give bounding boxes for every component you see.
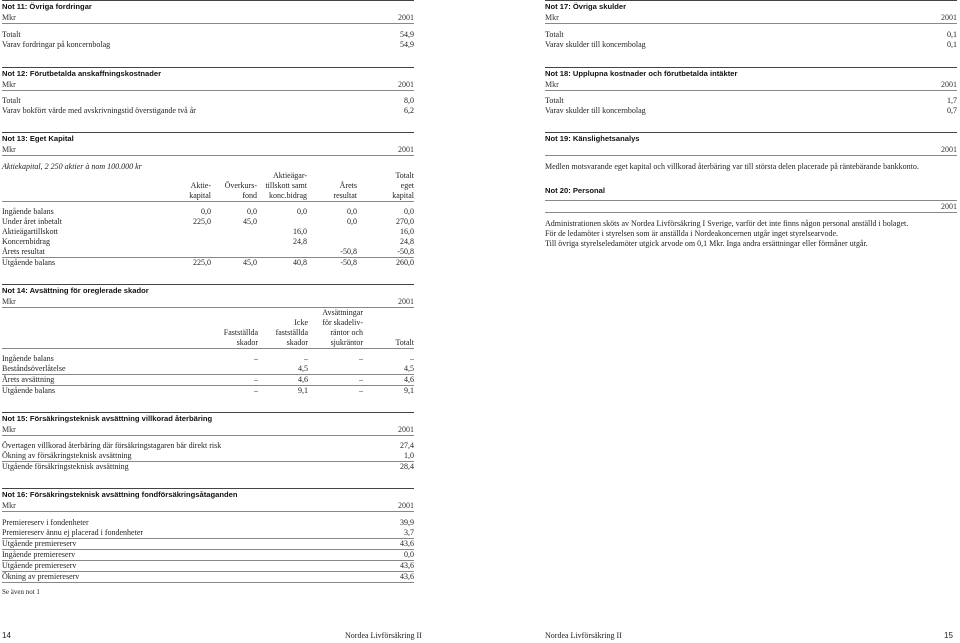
- table-row: [2, 441, 414, 451]
- column-header: [307, 171, 357, 201]
- unit-label: Mkr: [545, 80, 559, 89]
- table-row: [2, 538, 414, 549]
- row-value: 6,2: [404, 106, 414, 115]
- note-15: [2, 412, 414, 472]
- table-header: [2, 308, 414, 349]
- brand-right: Nordea Livförsäkring II: [545, 631, 622, 640]
- row-value: 24,8: [400, 237, 414, 246]
- brand-left: Nordea Livförsäkring II: [345, 631, 422, 640]
- left-column: [2, 0, 414, 597]
- row-value: [308, 364, 363, 374]
- table-row: [2, 354, 414, 364]
- unit-row: [2, 500, 414, 512]
- table-row: [2, 207, 414, 217]
- note-11: [2, 0, 414, 50]
- row-value: –: [304, 354, 308, 363]
- header-line: konc.bidrag: [269, 191, 307, 200]
- column-header: [175, 171, 211, 201]
- row-label: Övertagen villkorad återbäring där försäkringstagaren bär direkt risk: [2, 441, 222, 450]
- table-row: [545, 30, 957, 40]
- row-value: [257, 217, 307, 227]
- paragraph-line: Till övriga styrelseledamöter utgick arvode om 0,1 Mkr. Inga andra ersättningar eller förmåner utgår.: [545, 239, 868, 248]
- header-line: Totalt: [395, 171, 414, 180]
- header-line: Totalt: [395, 338, 414, 347]
- row-label: Totalt: [545, 30, 564, 39]
- column-header: [357, 171, 414, 201]
- row-value: 54,9: [400, 30, 414, 39]
- row-value: –: [359, 375, 363, 384]
- unit-label: Mkr: [545, 13, 559, 22]
- table-header: [2, 171, 414, 202]
- row-value: –: [359, 386, 363, 395]
- table-row: [2, 374, 414, 385]
- unit-label: Mkr: [2, 501, 16, 510]
- unit-row: [2, 296, 414, 308]
- header-line: resultat: [333, 191, 357, 200]
- row-value: 16,0: [400, 227, 414, 236]
- header-line: Överkurs-: [224, 181, 257, 190]
- page-number-left: 14: [2, 631, 11, 640]
- row-value: –: [254, 386, 258, 395]
- row-value: 9,1: [298, 386, 308, 395]
- row-label: Varav skulder till koncernbolag: [545, 40, 646, 49]
- row-label: Totalt: [2, 96, 21, 105]
- row-value: -50,8: [340, 258, 357, 267]
- row-label: Ingående balans: [2, 354, 54, 363]
- row-label: Premiereserv i fondenheter: [2, 518, 89, 527]
- note-16: [2, 488, 414, 597]
- table-row: [2, 106, 414, 116]
- unit-label: Mkr: [2, 80, 16, 89]
- year-label: 2001: [398, 501, 414, 510]
- note-18: [545, 67, 957, 116]
- row-value: 0,0: [247, 207, 257, 216]
- row-value: 0,1: [947, 30, 957, 39]
- row-value: –: [254, 375, 258, 384]
- note-12: [2, 67, 414, 116]
- header-line: [363, 318, 414, 328]
- row-label: Utgående försäkringsteknisk avsättning: [2, 462, 129, 471]
- unit-row: [545, 12, 957, 24]
- row-label: Ingående premiereserv: [2, 550, 76, 559]
- header-line: [202, 308, 258, 318]
- row-value: –: [410, 354, 414, 363]
- paragraph-line: För de ledamöter i styrelsen som är anställda i Nordeakoncernen utgår inget styrelsearvode.: [545, 229, 839, 238]
- row-label: Aktieägartillskott: [2, 227, 58, 236]
- unit-row: [545, 79, 957, 91]
- table-row: [2, 528, 414, 538]
- row-value: 28,4: [400, 462, 414, 471]
- table-row: [2, 30, 414, 40]
- column-header: [211, 171, 257, 201]
- row-value: 270,0: [396, 217, 414, 226]
- header-line: tillskott samt: [265, 181, 307, 190]
- year-label: 2001: [398, 297, 414, 306]
- header-line: [363, 308, 414, 318]
- row-label: Beståndsöverlåtelse: [2, 364, 66, 373]
- year-label: 2001: [941, 145, 957, 154]
- row-label: Totalt: [545, 96, 564, 105]
- header-line: Aktie-: [190, 181, 211, 190]
- row-value: 54,9: [400, 40, 414, 49]
- header-line: [307, 171, 357, 181]
- row-value: [175, 227, 211, 237]
- unit-row: [2, 424, 414, 436]
- row-label: Utgående premiereserv: [2, 539, 77, 548]
- row-value: 0,0: [347, 217, 357, 226]
- table-row: [2, 364, 414, 374]
- paragraph-line: Administrationen sköts av Nordea Livförsäkring I Sverige, varför det inte finns någon personal anställd i bolaget.: [545, 219, 909, 228]
- row-value: 40,8: [293, 258, 307, 267]
- row-value: [307, 237, 357, 247]
- row-value: 39,9: [400, 518, 414, 527]
- row-value: -50,8: [397, 247, 414, 256]
- note-title: Not 19: Känslighetsanalys: [545, 132, 957, 144]
- row-value: [202, 364, 258, 374]
- note-title: Not 12: Förutbetalda anskaffningskostnader: [2, 67, 414, 79]
- row-label: Ökning av premiereserv: [2, 572, 80, 581]
- row-value: 45,0: [243, 217, 257, 226]
- column-header: [202, 308, 258, 348]
- row-value: [211, 247, 257, 257]
- row-value: [257, 247, 307, 257]
- footnote: Se även not 1: [2, 588, 40, 596]
- row-label: Premiereserv ännu ej placerad i fondenheter: [2, 528, 144, 537]
- row-value: 4,6: [298, 375, 308, 384]
- header-line: kapital: [392, 191, 414, 200]
- column-header: [258, 308, 308, 348]
- header-line: Avsättningar: [322, 308, 363, 317]
- table-row: [2, 227, 414, 237]
- row-value: 0,0: [201, 207, 211, 216]
- row-value: 27,4: [400, 441, 414, 450]
- right-column: [545, 0, 957, 249]
- note-title: Not 14: Avsättning för oreglerade skador: [2, 284, 414, 296]
- row-label: Ökning av försäkringsteknisk avsättning: [2, 451, 132, 460]
- row-value: 43,6: [400, 572, 414, 581]
- table-row: [2, 237, 414, 247]
- note-14: [2, 284, 414, 396]
- unit-row: [545, 200, 957, 213]
- row-value: 1,7: [947, 96, 957, 105]
- header-line: skador: [286, 338, 308, 347]
- row-value: [211, 227, 257, 237]
- table-row: [2, 40, 414, 50]
- subtitle: Aktiekapital, 2 250 aktier à nom 100.000 kr: [2, 162, 142, 171]
- unit-label: Mkr: [2, 145, 16, 154]
- column-header: [363, 308, 414, 348]
- row-value: 0,0: [297, 207, 307, 216]
- row-label: Ingående balans: [2, 207, 54, 216]
- year-label: 2001: [398, 145, 414, 154]
- column-header: [308, 308, 363, 348]
- table-row: [2, 461, 414, 472]
- row-value: [307, 227, 357, 237]
- row-value: 260,0: [396, 258, 414, 267]
- table-row: [2, 247, 414, 257]
- table-row: [2, 96, 414, 106]
- row-value: 4,5: [404, 364, 414, 373]
- year-label: 2001: [941, 80, 957, 89]
- year-label: 2001: [398, 425, 414, 434]
- row-value: –: [359, 354, 363, 363]
- paragraph: Medlen motsvarande eget kapital och villkorad återbäring var till största delen placerade på räntebärande bankkonto.: [545, 162, 919, 171]
- row-value: 45,0: [243, 258, 257, 267]
- header-line: sjukräntor: [330, 338, 363, 347]
- note-20: [545, 185, 957, 249]
- header-line: Årets: [339, 181, 357, 190]
- note-title: Not 11: Övriga fordringar: [2, 0, 414, 12]
- note-title: Not 13: Eget Kapital: [2, 132, 414, 144]
- column-header: [257, 171, 307, 201]
- year-label: 2001: [941, 202, 957, 211]
- row-label: Årets resultat: [2, 247, 45, 256]
- table-row: [545, 106, 957, 116]
- note-title: Not 17: Övriga skulder: [545, 0, 957, 12]
- row-value: 16,0: [293, 227, 307, 236]
- row-value: 225,0: [193, 217, 211, 226]
- row-value: 8,0: [404, 96, 414, 105]
- header-line: [211, 171, 257, 181]
- header-line: [258, 308, 308, 318]
- row-label: Under året inbetalt: [2, 217, 62, 226]
- row-label: Totalt: [2, 30, 21, 39]
- row-label: Utgående balans: [2, 386, 56, 395]
- table-row: [2, 451, 414, 461]
- row-value: 43,6: [400, 561, 414, 570]
- header-line: Fastställda: [223, 328, 258, 337]
- row-value: 0,7: [947, 106, 957, 115]
- row-value: 4,5: [298, 364, 308, 373]
- row-label: Utgående balans: [2, 258, 56, 267]
- unit-row: [2, 12, 414, 24]
- row-label: Koncernbidrag: [2, 237, 50, 246]
- row-value: 0,0: [404, 207, 414, 216]
- header-line: för skadeliv-: [322, 318, 363, 327]
- header-line: Aktieägar-: [272, 171, 307, 180]
- row-label: Varav fordringar på koncernbolag: [2, 40, 111, 49]
- note-19: [545, 132, 957, 172]
- note-17: [545, 0, 957, 50]
- header-line: fastställda: [275, 328, 308, 337]
- table-row: [2, 217, 414, 227]
- row-value: 0,1: [947, 40, 957, 49]
- unit-row: [545, 144, 957, 156]
- row-value: –: [254, 354, 258, 363]
- page-number-right: 15: [944, 631, 953, 640]
- row-label: Utgående premiereserv: [2, 561, 77, 570]
- table-row: [2, 518, 414, 528]
- header-line: [363, 328, 414, 338]
- row-label: Varav skulder till koncernbolag: [545, 106, 646, 115]
- unit-label: Mkr: [2, 297, 16, 306]
- table-row: [2, 549, 414, 560]
- header-line: kapital: [189, 191, 211, 200]
- row-label: Varav bokfört värde med avskrivningstid överstigande två år: [2, 106, 196, 115]
- table-row: [2, 571, 414, 582]
- note-title: Not 16: Försäkringsteknisk avsättning fondförsäkringsåtaganden: [2, 488, 414, 500]
- unit-label: Mkr: [2, 13, 16, 22]
- table-body: [2, 354, 414, 396]
- row-label: Årets avsättning: [2, 375, 55, 384]
- header-line: [202, 318, 258, 328]
- row-value: 24,8: [293, 237, 307, 246]
- table-row: [2, 257, 414, 268]
- row-value: [211, 237, 257, 247]
- unit-row: [2, 79, 414, 91]
- row-value: 43,6: [400, 539, 414, 548]
- row-value: 225,0: [193, 258, 211, 267]
- table-body: [2, 207, 414, 268]
- note-title: Not 18: Upplupna kostnader och förutbetalda intäkter: [545, 67, 957, 79]
- row-value: 1,0: [404, 451, 414, 460]
- row-value: 4,6: [404, 375, 414, 384]
- note-title: Not 15: Försäkringsteknisk avsättning villkorad återbäring: [2, 412, 414, 424]
- row-value: [175, 237, 211, 247]
- row-value: -50,8: [340, 247, 357, 256]
- unit-label: Mkr: [2, 425, 16, 434]
- table-row: [2, 560, 414, 571]
- row-value: [175, 247, 211, 257]
- header-line: [175, 171, 211, 181]
- unit-row: [2, 144, 414, 156]
- row-value: 0,0: [347, 207, 357, 216]
- row-value: 0,0: [404, 550, 414, 559]
- table-row: [545, 40, 957, 50]
- table-row: [2, 385, 414, 396]
- header-line: skador: [236, 338, 258, 347]
- header-line: Icke: [294, 318, 308, 327]
- table-row: [545, 96, 957, 106]
- row-value: 9,1: [404, 386, 414, 395]
- note-title: Not 20: Personal: [545, 186, 605, 195]
- year-label: 2001: [398, 13, 414, 22]
- year-label: 2001: [398, 80, 414, 89]
- header-line: räntor och: [330, 328, 363, 337]
- header-line: fond: [242, 191, 257, 200]
- note-13: [2, 132, 414, 268]
- year-label: 2001: [941, 13, 957, 22]
- row-value: 3,7: [404, 528, 414, 537]
- header-line: eget: [400, 181, 414, 190]
